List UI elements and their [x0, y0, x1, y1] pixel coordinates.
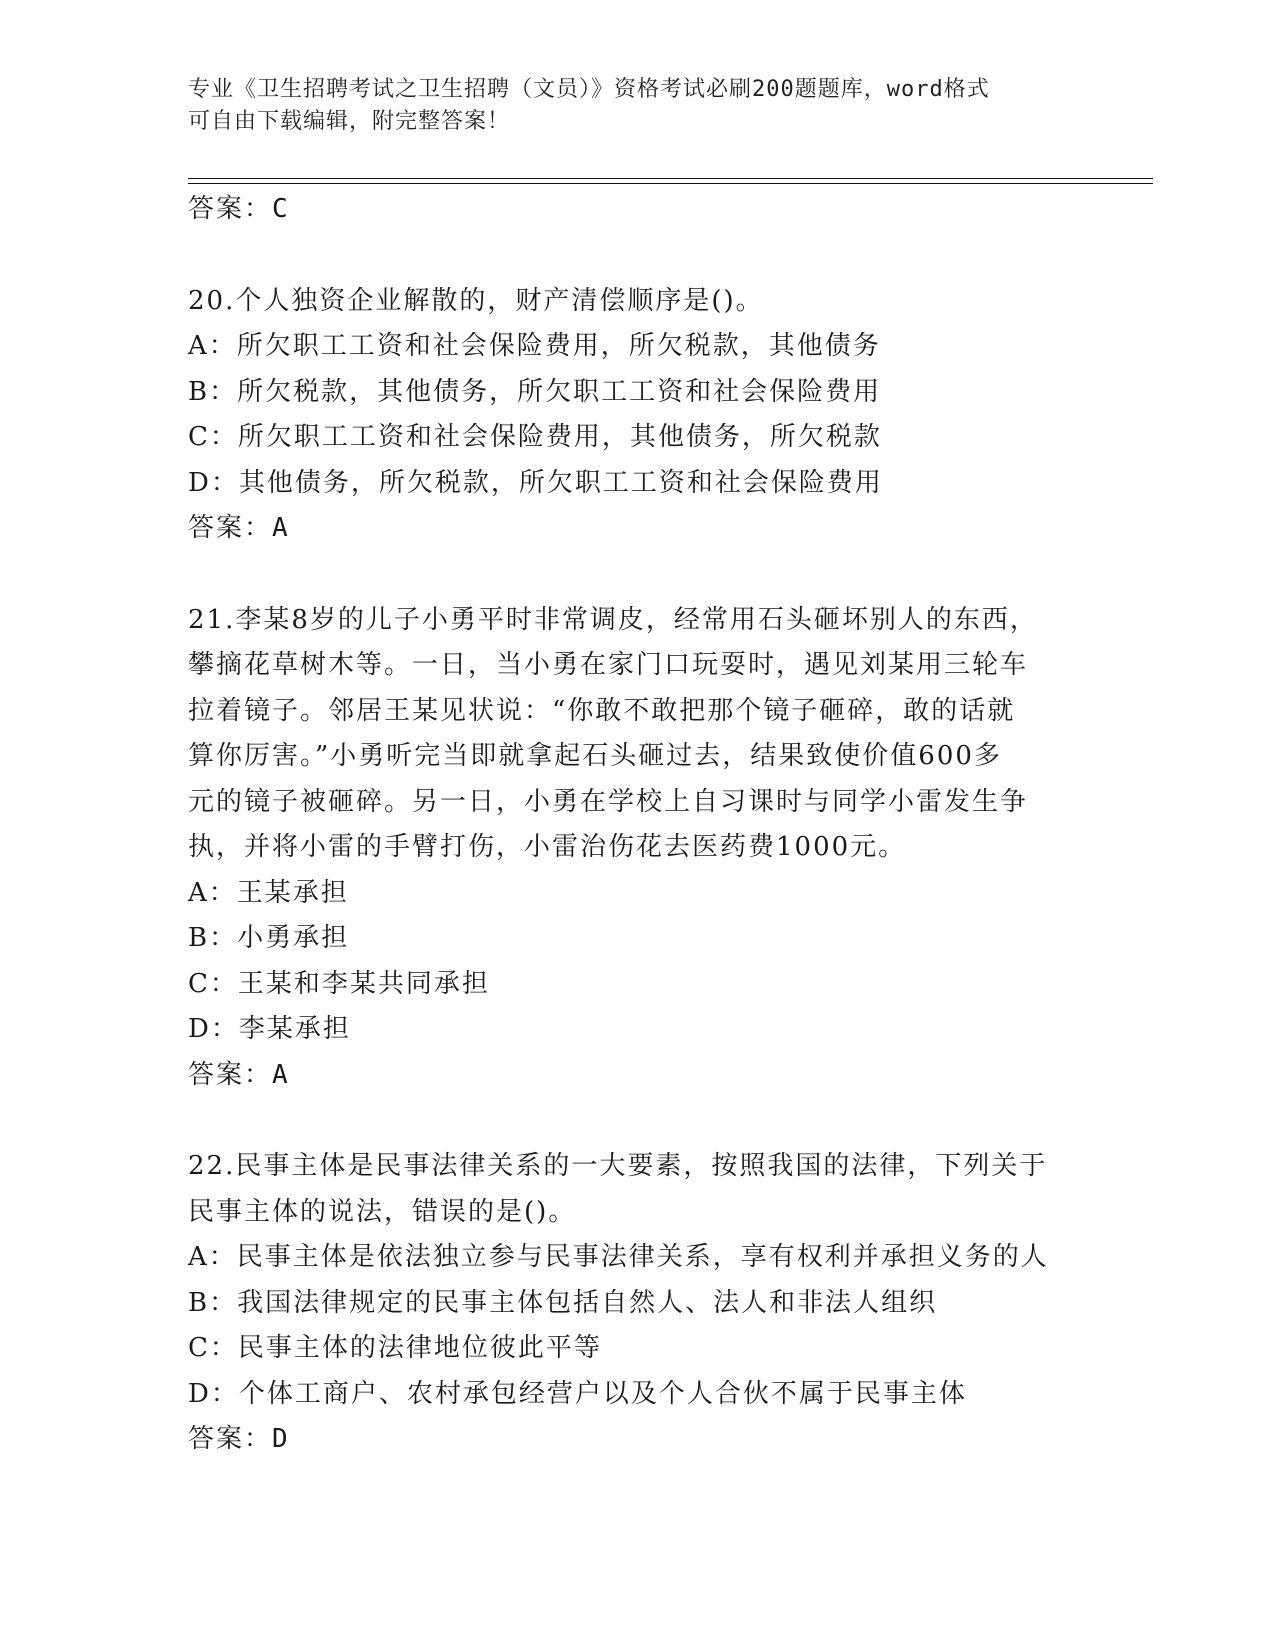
answer-20: 答案：A: [188, 513, 290, 543]
question-stem-line: 攀摘花草树木等。一日，当小勇在家门口玩耍时，遇见刘某用三轮车: [188, 650, 1029, 680]
option-b: B：所欠税款，其他债务，所欠职工工资和社会保险费用: [188, 376, 882, 407]
header-rule-top: [188, 178, 1153, 179]
question-stem-line: 执，并将小雷的手臂打伤，小雷治伤花去医药费1000元。: [188, 832, 907, 862]
question-22: [188, 1144, 1148, 1463]
option-b: B：小勇承担: [188, 923, 350, 953]
question-stem-line: 元的镜子被砸碎。另一日，小勇在学校上自习课时与同学小雷发生争: [188, 786, 1029, 817]
question-21: [188, 598, 1148, 1099]
header-rule-bottom: [188, 183, 1153, 184]
spacer: [188, 233, 1148, 279]
option-a: A：王某承担: [188, 877, 349, 908]
header-line-2: 可自由下载编辑，附完整答案！: [188, 109, 511, 134]
page-header: [188, 74, 1088, 138]
option-a: A：民事主体是依法独立参与民事法律关系，享有权利并承担义务的人: [188, 1242, 1049, 1272]
option-d: D：其他债务，所欠税款，所欠职工工资和社会保险费用: [188, 467, 883, 498]
header-line-1: 专业《卫生招聘考试之卫生招聘（文员）》资格考试必刷200题题库，word格式: [188, 77, 990, 102]
question-stem-line: 算你厉害。”小勇听完当即就拿起石头砸过去，结果致使价值600多: [188, 741, 1002, 771]
answer-21: 答案：A: [188, 1059, 290, 1090]
question-stem-line: 21.李某8岁的儿子小勇平时非常调皮，经常用石头砸坏别人的东西，: [188, 604, 1038, 635]
question-stem-line: 拉着镜子。邻居王某见状说：“你敢不敢把那个镜子砸碎，敢的话就: [188, 695, 1016, 726]
question-stem-line: 20.个人独资企业解散的，财产清偿顺序是()。: [188, 285, 764, 316]
document-body: [188, 187, 1148, 1463]
spacer: [188, 1098, 1148, 1144]
option-c: C：王某和李某共同承担: [188, 968, 490, 999]
question-stem-line: 22.民事主体是民事法律关系的一大要素，按照我国的法律，下列关于: [188, 1151, 1048, 1181]
answer-22: 答案：D: [188, 1424, 290, 1454]
question-stem-line: 民事主体的说法，错误的是()。: [188, 1196, 577, 1227]
answer-previous: 答案：C: [188, 194, 290, 224]
question-20: [188, 279, 1148, 552]
option-c: C：民事主体的法律地位彼此平等: [188, 1333, 602, 1363]
spacer: [188, 552, 1148, 598]
option-b: B：我国法律规定的民事主体包括自然人、法人和非法人组织: [188, 1287, 938, 1318]
option-d: D：个体工商户、农村承包经营户以及个人合伙不属于民事主体: [188, 1378, 967, 1409]
option-a: A：所欠职工工资和社会保险费用，所欠税款，其他债务: [188, 331, 881, 361]
option-c: C：所欠职工工资和社会保险费用，其他债务，所欠税款: [188, 422, 882, 452]
option-d: D：李某承担: [188, 1014, 351, 1044]
